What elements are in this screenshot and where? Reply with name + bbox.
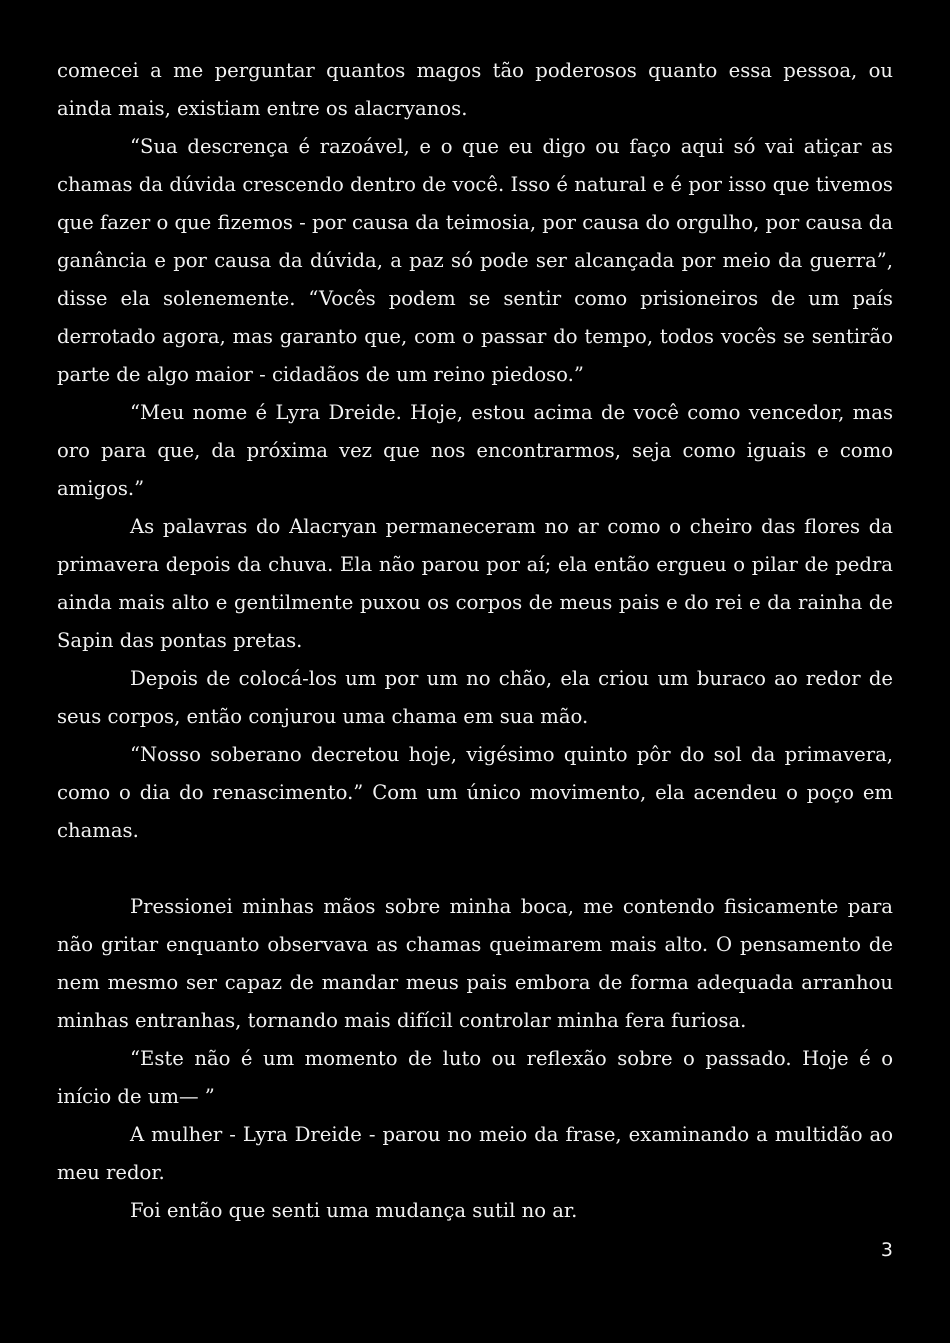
paragraph-narration-3: Pressionei minhas mãos sobre minha boca, me contendo fisicamente para não gritar enquanto observava as chamas queimarem mais alto. O pensamento de nem mesmo ser capaz de mandar meus pais embora de forma adequada arranhou minhas entranhas, tornando mais difícil controlar minha fera furiosa. bbox=[57, 895, 893, 1032]
paragraph-continuation: comecei a me perguntar quantos magos tão poderosos quanto essa pessoa, ou ainda mais, existiam entre os alacryanos. bbox=[57, 59, 893, 120]
paragraph-narration-1: As palavras do Alacryan permaneceram no ar como o cheiro das flores da primavera depois da chuva. Ela não parou por aí; ela então ergueu o pilar de pedra ainda mais alto e gentilmente puxou os corpos de meus pais e do rei e da rainha de Sapin das pontas pretas. bbox=[57, 515, 893, 652]
section-gap bbox=[57, 850, 893, 888]
page-number: 3 bbox=[880, 1239, 893, 1261]
paragraph-dialogue-2: “Meu nome é Lyra Dreide. Hoje, estou acima de você como vencedor, mas oro para que, da próxima vez que nos encontrarmos, seja como iguais e como amigos.” bbox=[57, 401, 893, 500]
paragraph-narration-4: A mulher - Lyra Dreide - parou no meio da frase, examinando a multidão ao meu redor. bbox=[57, 1123, 893, 1184]
paragraph-narration-5: Foi então que senti uma mudança sutil no ar. bbox=[130, 1199, 578, 1222]
paragraph-dialogue-3: “Nosso soberano decretou hoje, vigésimo quinto pôr do sol da primavera, como o dia do renascimento.” Com um único movimento, ela acendeu o poço em chamas. bbox=[57, 743, 893, 842]
paragraph-dialogue-4: “Este não é um momento de luto ou reflexão sobre o passado. Hoje é o início de um— ” bbox=[57, 1047, 893, 1108]
paragraph-narration-2: Depois de colocá-los um por um no chão, ela criou um buraco ao redor de seus corpos, então conjurou uma chama em sua mão. bbox=[57, 667, 893, 728]
page-body bbox=[57, 52, 893, 1230]
paragraph-dialogue-1: “Sua descrença é razoável, e o que eu digo ou faço aqui só vai atiçar as chamas da dúvida crescendo dentro de você. Isso é natural e é por isso que tivemos que fazer o que fizemos - por causa da teimosia, por causa do orgulho, por causa da ganância e por causa da dúvida, a paz só pode ser alcançada por meio da guerra”, disse ela solenemente. “Vocês podem se sentir como prisioneiros de um país derrotado agora, mas garanto que, com o passar do tempo, todos vocês se sentirão parte de algo maior - cidadãos de um reino piedoso.” bbox=[57, 135, 893, 386]
